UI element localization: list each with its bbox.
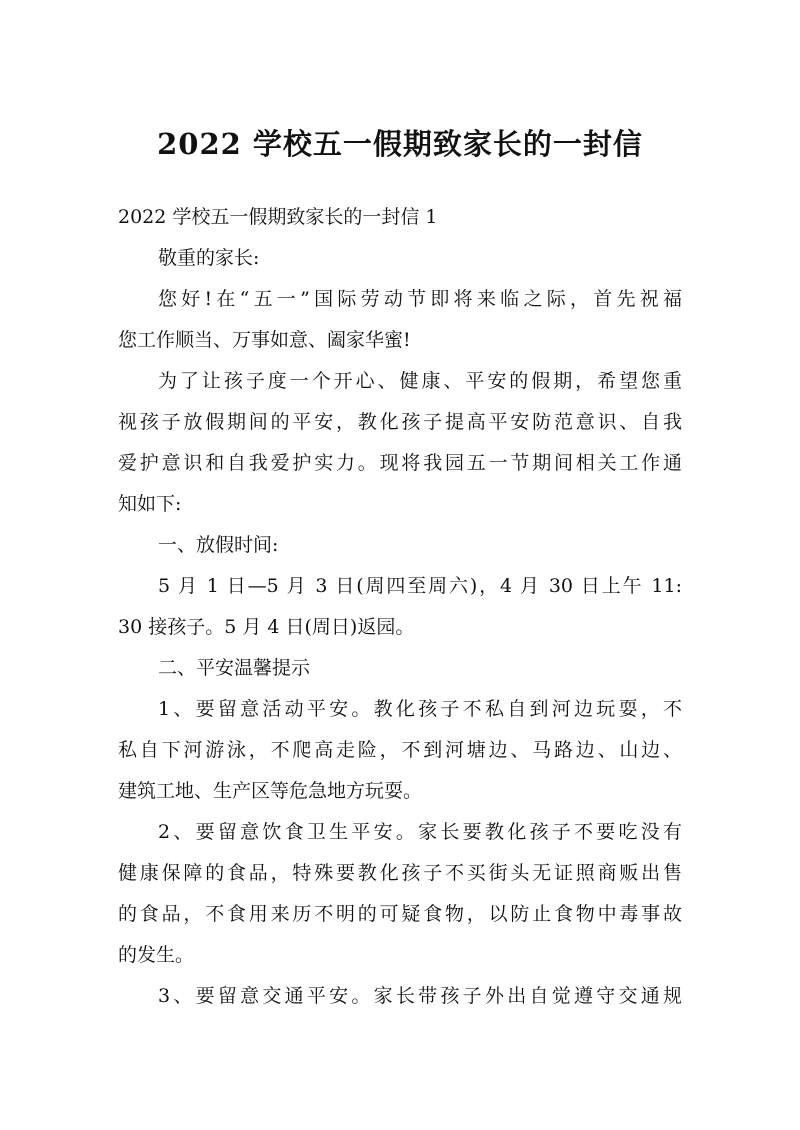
paragraph-intro	[118, 361, 682, 525]
paragraph-line: 为了让孩子度一个开心、健康、平安的假期，希望您重	[158, 370, 682, 392]
salutation: 敬重的家长:	[158, 247, 260, 269]
paragraph-item-3	[118, 976, 682, 1017]
paragraph-line: 您工作顺当、万事如意、阖家华蜜!	[118, 329, 411, 351]
document-subtitle: 2022 学校五一假期致家长的一封信 1	[118, 206, 438, 228]
section-heading-holiday: 一、放假时间:	[158, 534, 279, 556]
paragraph-line: 30 接孩子。5 月 4 日(周日)返园。	[118, 616, 415, 638]
paragraph-line: 私自下河游泳，不爬高走险，不到河塘边、马路边、山边、	[118, 739, 682, 761]
paragraph-greeting	[118, 279, 682, 361]
paragraph-line: 建筑工地、生产区等危急地方玩耍。	[118, 780, 423, 802]
section-heading-safety: 二、平安温馨提示	[158, 657, 311, 679]
paragraph-line: 的发生。	[118, 944, 195, 966]
paragraph-line: 2、要留意饮食卫生平安。家长要教化孩子不要吃没有	[158, 821, 682, 843]
paragraph-line: 的食品，不食用来历不明的可疑食物，以防止食物中毒事故	[118, 903, 682, 925]
paragraph-item-2	[118, 812, 682, 976]
paragraph-line: 5 月 1 日—5 月 3 日(周四至周六)，4 月 30 日上午 11:	[158, 575, 682, 597]
paragraph-item-1	[118, 689, 682, 812]
paragraph-line: 健康保障的食品，特殊要教化孩子不买街头无证照商贩出售	[118, 862, 682, 884]
document-title: 2022 学校五一假期致家长的一封信	[157, 127, 643, 161]
paragraph-holiday-time	[118, 566, 682, 648]
paragraph-line: 视孩子放假期间的平安，教化孩子提高平安防范意识、自我	[118, 411, 682, 433]
paragraph-line: 知如下:	[118, 493, 182, 515]
document-body	[118, 197, 682, 1017]
paragraph-line: 1、要留意活动平安。教化孩子不私自到河边玩耍，不	[158, 698, 682, 720]
paragraph-line: 3、要留意交通平安。家长带孩子外出自觉遵守交通规	[158, 985, 682, 1007]
paragraph-line: 您好!在“五一”国际劳动节即将来临之际，首先祝福	[158, 288, 682, 310]
paragraph-line: 爱护意识和自我爱护实力。现将我园五一节期间相关工作通	[118, 452, 682, 474]
